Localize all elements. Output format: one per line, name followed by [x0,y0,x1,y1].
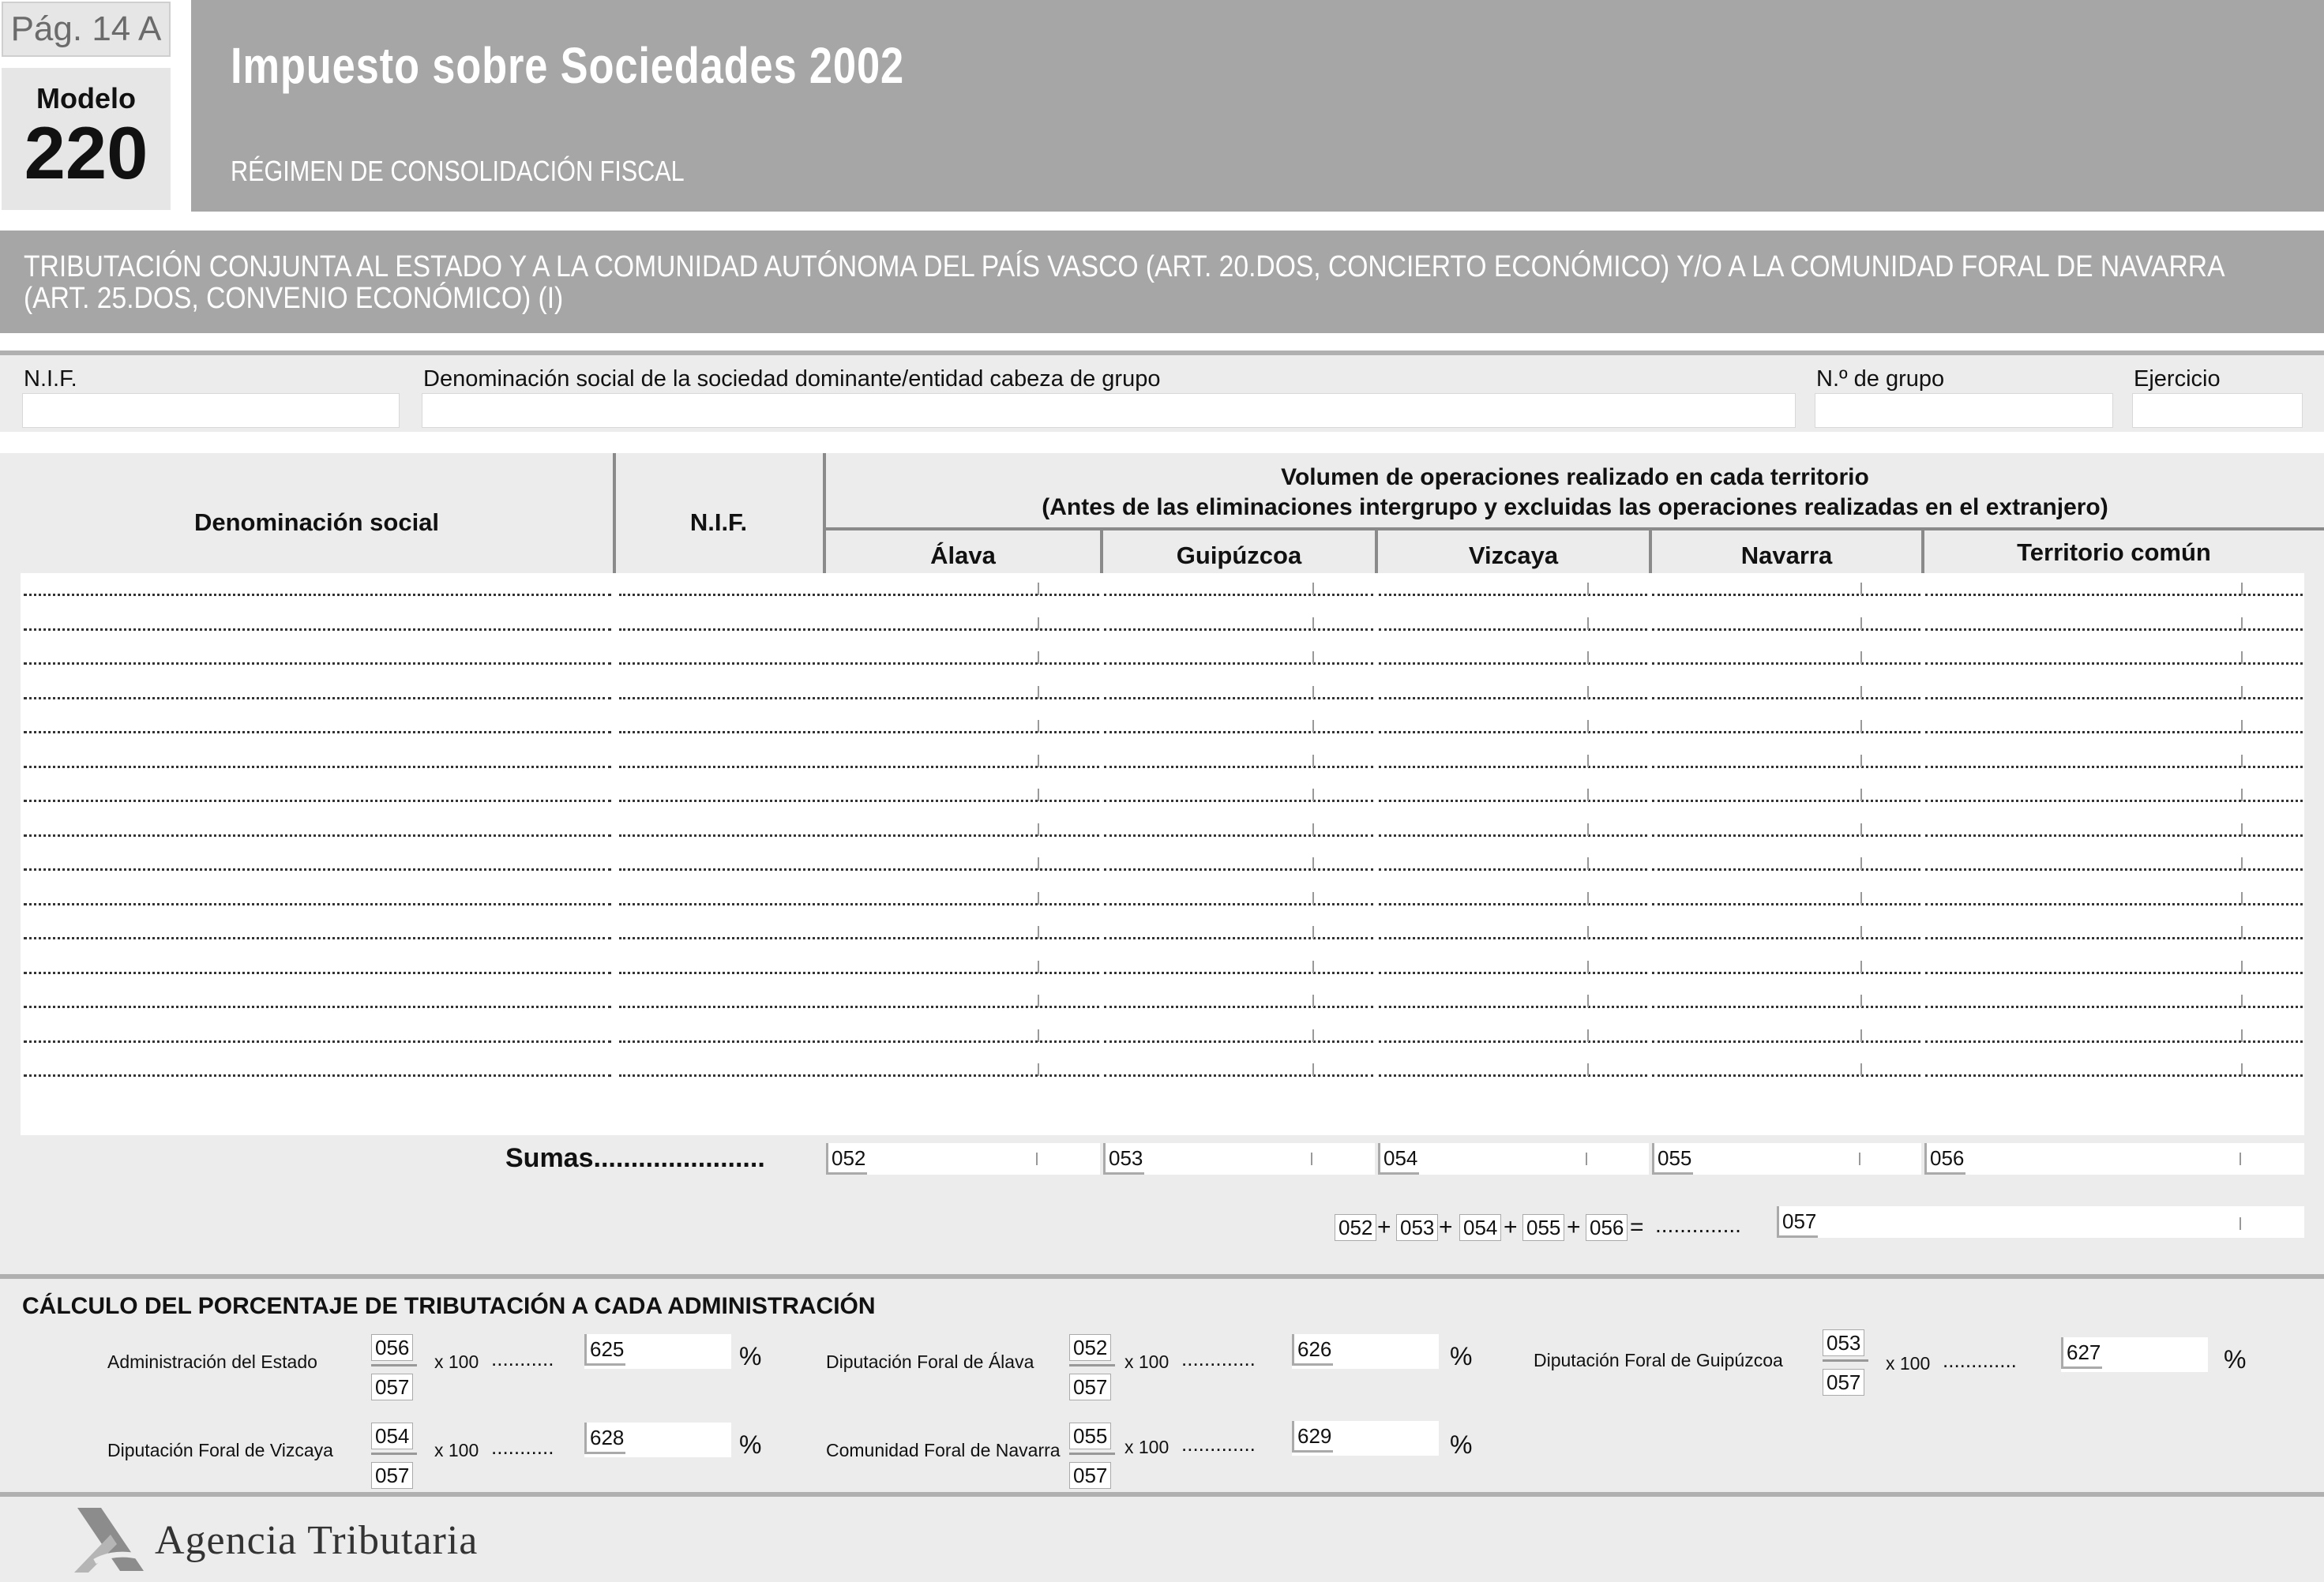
tick [1860,789,1862,801]
entry-row-line[interactable] [826,903,1099,905]
tick [1860,583,1862,595]
tick [1860,961,1862,973]
den-code-057: 057 [371,1374,413,1400]
entry-row-line[interactable] [1652,594,1920,596]
entry-row-line[interactable] [24,697,611,699]
tick [2241,755,2243,767]
calc-label-navarra: Comunidad Foral de Navarra [826,1440,1061,1460]
entry-row-line[interactable] [1925,1006,2303,1008]
calc-section [0,1274,2324,1492]
entry-row-line[interactable] [826,731,1099,733]
entry-row-line[interactable] [826,1006,1099,1008]
grupo-label: N.º de grupo [1816,366,1945,392]
calc-label-estado: Administración del Estado [107,1351,317,1372]
grupo-field[interactable] [1815,393,2113,428]
entry-row-line[interactable] [24,594,611,596]
entry-row-line[interactable] [1652,834,1920,837]
tick [1860,651,1862,664]
ejercicio-label: Ejercicio [2134,366,2221,392]
tick [1311,1153,1312,1165]
entry-row-line[interactable] [1925,834,2303,837]
entry-row-line[interactable] [1379,1006,1647,1008]
ejercicio-field[interactable] [2132,393,2303,428]
tick [2241,789,2243,801]
tick [1587,926,1589,939]
total-dots: .............. [1655,1213,1741,1237]
plus-sign: + [1377,1214,1391,1240]
entry-row-line[interactable] [24,731,611,733]
result-code-628: 628 [584,1423,625,1454]
entry-row-line[interactable] [24,766,611,768]
entry-row-line[interactable] [619,937,824,939]
percent-sign: % [1450,1430,1473,1459]
entry-row-line[interactable] [826,594,1099,596]
tick [2241,892,2243,905]
tick [1587,961,1589,973]
entry-row-line[interactable] [619,697,824,699]
result-code-625: 625 [584,1334,625,1366]
tick [1587,823,1589,836]
tick [2241,823,2243,836]
tick [1312,617,1314,630]
entry-row-line[interactable] [1104,800,1373,802]
entry-row-line[interactable] [619,662,824,665]
tick [1312,755,1314,767]
entry-row-line[interactable] [619,972,824,974]
entry-row-line[interactable] [1652,800,1920,802]
entry-row-line[interactable] [1925,972,2303,974]
tick [1860,617,1862,630]
form-subtitle: RÉGIMEN DE CONSOLIDACIÓN FISCAL [231,155,685,187]
sum-field-alava[interactable] [826,1143,1100,1175]
entry-row-line[interactable] [826,937,1099,939]
plus-sign: + [1504,1214,1518,1240]
fraction-line [1823,1359,1868,1362]
modelo-box [2,68,171,210]
den-code-057: 057 [1823,1369,1864,1396]
tick [2241,1063,2243,1076]
total-code-057: 057 [1777,1206,1818,1238]
formula-code-054: 054 [1459,1214,1501,1241]
tick [2240,1153,2241,1165]
tick [1312,583,1314,595]
formula-code-053: 053 [1396,1214,1438,1241]
tributacion-band [0,231,2324,333]
tick [1860,686,1862,699]
num-code-055: 055 [1069,1423,1111,1449]
entry-row-line[interactable] [1652,731,1920,733]
territory-header-vizcaya: Vizcaya [1468,542,1559,569]
tick [2241,651,2243,664]
dots: ............. [1181,1432,1256,1456]
entry-row-line[interactable] [24,972,611,974]
tick [1587,651,1589,664]
nif-label: N.I.F. [24,366,77,392]
title-band [191,0,2324,212]
entry-row-line[interactable] [1379,868,1647,871]
plus-sign: + [1567,1214,1581,1240]
entry-row-line[interactable] [1379,628,1647,631]
entry-row-line[interactable] [24,834,611,837]
entry-row-line[interactable] [826,868,1099,871]
entry-row-line[interactable] [1104,1006,1373,1008]
entry-row-line[interactable] [1104,937,1373,939]
tributacion-text: TRIBUTACIÓN CONJUNTA AL ESTADO Y A LA COMUNIDAD AUTÓNOMA DEL PAÍS VASCO (ART. 20.DOS, CONCIERTO ECONÓMICO) Y/O A LA COMUNIDAD FORAL DE NAVARRA (ART. 25.DOS, CONVENIO ECONÓMICO) (I) [24,250,2224,315]
entry-row-line[interactable] [24,662,611,665]
tick [1038,651,1039,664]
tick [2241,857,2243,870]
formula-code-055: 055 [1522,1214,1564,1241]
entry-row-line[interactable] [1652,697,1920,699]
percent-sign: % [739,1430,762,1459]
entry-row-line[interactable] [826,972,1099,974]
entry-row-line[interactable] [619,1040,824,1043]
entry-row-line[interactable] [1925,594,2303,596]
entry-row-line[interactable] [619,1006,824,1008]
entry-row-line[interactable] [1925,800,2303,802]
footer [0,1492,2324,1582]
entry-row-line[interactable] [1379,1074,1647,1077]
tick [1860,1063,1862,1076]
entry-row-line[interactable] [1379,662,1647,665]
entry-row-line[interactable] [619,868,824,871]
tick [1038,583,1039,595]
tick [1860,755,1862,767]
entry-row-line[interactable] [1379,937,1647,939]
fraction-line [371,1364,417,1366]
calc-label-vizcaya: Diputación Foral de Vizcaya [107,1440,333,1460]
calc-label-alava: Diputación Foral de Álava [826,1351,1034,1372]
entry-row-line[interactable] [1925,766,2303,768]
sum-code-055: 055 [1652,1143,1693,1175]
x100-label: x 100 [434,1351,479,1372]
tick [1587,755,1589,767]
entry-row-line[interactable] [1925,937,2303,939]
formula-code-052: 052 [1335,1214,1376,1241]
entry-row-line[interactable] [826,800,1099,802]
tick [1038,823,1039,836]
fraction-line [371,1453,417,1455]
tick [1312,823,1314,836]
entry-row-line[interactable] [24,800,611,802]
tick [1038,995,1039,1007]
entry-row-line[interactable] [1652,1074,1920,1077]
entry-row-line[interactable] [1652,903,1920,905]
tick [1859,1153,1860,1165]
entry-row-line[interactable] [826,628,1099,631]
entry-row-line[interactable] [1652,1006,1920,1008]
entry-row-line[interactable] [24,868,611,871]
entry-row-line[interactable] [1925,1074,2303,1077]
calc-label-guipuzcoa: Diputación Foral de Guipúzcoa [1534,1350,1783,1370]
tick [1036,1153,1038,1165]
entry-row-line[interactable] [619,800,824,802]
num-code-054: 054 [371,1423,413,1449]
entry-row-line[interactable] [24,628,611,631]
tick [1312,892,1314,905]
entry-row-line[interactable] [24,1040,611,1043]
percent-sign: % [2224,1345,2247,1374]
tick [2241,961,2243,973]
fraction-line [1069,1364,1115,1366]
tick [1312,686,1314,699]
entry-row-line[interactable] [619,766,824,768]
percent-sign: % [739,1342,762,1370]
entry-row-line[interactable] [1925,903,2303,905]
dots: ........... [491,1435,554,1459]
entry-row-line[interactable] [1104,766,1373,768]
tick [1587,1063,1589,1076]
entry-row-line[interactable] [1925,628,2303,631]
entry-row-line[interactable] [24,903,611,905]
tick [1587,686,1589,699]
tick [1038,720,1039,733]
tick [1312,857,1314,870]
operations-table [0,453,2324,1274]
dots: ........... [491,1347,554,1370]
result-code-627: 627 [2061,1337,2102,1369]
tick [1038,1029,1039,1042]
entry-row-line[interactable] [1104,628,1373,631]
entry-row-line[interactable] [1652,662,1920,665]
sum-code-053: 053 [1103,1143,1144,1175]
agencia-tributaria-logo-icon [71,1506,150,1577]
tick [1312,789,1314,801]
sum-field-comun[interactable] [1924,1143,2304,1175]
tick [1312,720,1314,733]
fraction-line [1069,1453,1115,1455]
entry-row-line[interactable] [826,662,1099,665]
entry-row-line[interactable] [1925,662,2303,665]
entry-row-line[interactable] [1652,868,1920,871]
tick [1587,857,1589,870]
tick [2241,995,2243,1007]
entry-row-line[interactable] [619,834,824,837]
tick [1860,1029,1862,1042]
tick [1312,1029,1314,1042]
entry-row-line[interactable] [1925,868,2303,871]
nif-field[interactable] [22,393,400,428]
entry-row-line[interactable] [1104,972,1373,974]
entry-row-line[interactable] [1652,1040,1920,1043]
num-code-056: 056 [371,1334,413,1361]
tick [1312,995,1314,1007]
equals-sign: = [1630,1214,1644,1240]
tick [1587,789,1589,801]
rows-area[interactable] [21,573,2304,1135]
identification-section [0,351,2324,432]
sum-code-054: 054 [1378,1143,1419,1175]
entry-row-line[interactable] [1652,937,1920,939]
tick [1312,651,1314,664]
entry-row-line[interactable] [24,1074,611,1077]
x100-label: x 100 [1124,1437,1170,1457]
tick [1587,892,1589,905]
tick [1038,926,1039,939]
volumen-header-line2: (Antes de las eliminaciones intergrupo y excluidas las operaciones realizadas en el extranjero) [1042,494,2108,520]
sum-code-056: 056 [1924,1143,1965,1175]
total-field[interactable] [1777,1206,2304,1238]
tick [1587,583,1589,595]
calc-title: CÁLCULO DEL PORCENTAJE DE TRIBUTACIÓN A CADA ADMINISTRACIÓN [22,1293,876,1319]
tick [1312,961,1314,973]
tick [1587,617,1589,630]
entry-row-line[interactable] [1652,972,1920,974]
tick [1860,892,1862,905]
den-code-057: 057 [1069,1374,1111,1400]
result-code-626: 626 [1292,1334,1333,1366]
entry-row-line[interactable] [826,1040,1099,1043]
column-header-denominacion: Denominación social [193,508,440,536]
entry-row-line[interactable] [619,1074,824,1077]
entry-row-line[interactable] [1379,594,1647,596]
result-code-629: 629 [1292,1421,1333,1453]
modelo-number: 220 [24,111,148,194]
modelo-label: Modelo [36,82,136,114]
entry-row-line[interactable] [1104,731,1373,733]
tick [2241,617,2243,630]
entry-row-line[interactable] [1379,766,1647,768]
dots: ............. [1943,1348,2017,1372]
entry-row-line[interactable] [1104,697,1373,699]
entry-row-line[interactable] [1104,903,1373,905]
tick [1038,755,1039,767]
entry-row-line[interactable] [1379,834,1647,837]
agency-name: Agencia Tributaria [155,1518,479,1563]
tick [1860,857,1862,870]
den-code-057: 057 [371,1462,413,1489]
form-title: Impuesto sobre Sociedades 2002 [231,37,904,94]
num-code-052: 052 [1069,1334,1111,1361]
territory-header-guipuzcoa: Guipúzcoa [1176,542,1302,569]
entry-row-line[interactable] [1925,697,2303,699]
formula-code-056: 056 [1586,1214,1628,1241]
x100-label: x 100 [434,1440,479,1460]
x100-label: x 100 [1886,1353,1931,1374]
entry-row-line[interactable] [826,697,1099,699]
percent-sign: % [1450,1342,1473,1370]
tick [1860,995,1862,1007]
entry-row-line[interactable] [1379,697,1647,699]
entry-row-line[interactable] [1104,662,1373,665]
entry-row-line[interactable] [826,766,1099,768]
tick [2241,720,2243,733]
den-code-057: 057 [1069,1462,1111,1489]
entry-row-line[interactable] [1104,834,1373,837]
tick [1312,926,1314,939]
tick [2241,926,2243,939]
tick [2241,1029,2243,1042]
entry-row-line[interactable] [1379,731,1647,733]
entry-row-line[interactable] [1379,903,1647,905]
entry-row-line[interactable] [619,628,824,631]
entry-row-line[interactable] [1379,1040,1647,1043]
tick [1587,720,1589,733]
tick [1587,1029,1589,1042]
dots: ............. [1181,1347,1256,1370]
entry-row-line[interactable] [1925,1040,2303,1043]
entry-row-line[interactable] [1379,972,1647,974]
tick [1038,892,1039,905]
tick [2241,686,2243,699]
tick [1860,720,1862,733]
entry-row-line[interactable] [1104,868,1373,871]
entry-row-line[interactable] [826,1074,1099,1077]
num-code-053: 053 [1823,1329,1864,1356]
tick [1038,857,1039,870]
tick [1038,961,1039,973]
tick [2240,1217,2241,1230]
territory-header-comun: Territorio común [2017,538,2211,566]
tick [1038,686,1039,699]
entry-row-line[interactable] [1379,800,1647,802]
sum-code-052: 052 [826,1143,867,1175]
x100-label: x 100 [1124,1351,1170,1372]
volumen-header-line1: Volumen de operaciones realizado en cada territorio [1281,464,1869,490]
tick [1587,995,1589,1007]
plus-sign: + [1439,1214,1453,1240]
tick [1860,823,1862,836]
entry-row-line[interactable] [826,834,1099,837]
entry-row-line[interactable] [24,1006,611,1008]
entry-row-line[interactable] [1104,1074,1373,1077]
entry-row-line[interactable] [619,731,824,733]
territory-header-alava: Álava [930,542,996,569]
entry-row-line[interactable] [1925,731,2303,733]
territory-header-navarra: Navarra [1740,542,1833,569]
entry-row-line[interactable] [1104,594,1373,596]
denominacion-field[interactable] [422,393,1796,428]
entry-row-line[interactable] [619,594,824,596]
tick [1586,1153,1587,1165]
entry-row-line[interactable] [24,937,611,939]
tick [2241,583,2243,595]
entry-row-line[interactable] [619,903,824,905]
column-header-nif: N.I.F. [689,508,748,536]
entry-row-line[interactable] [1104,1040,1373,1043]
tick [1312,1063,1314,1076]
volumen-divider [826,527,2324,530]
entry-row-line[interactable] [1652,766,1920,768]
tick [1038,1063,1039,1076]
page-number: Pág. 14 A [2,2,171,57]
entry-row-line[interactable] [1652,628,1920,631]
tick [1038,617,1039,630]
tick [1038,789,1039,801]
sumas-label: Sumas....................... [505,1143,765,1173]
denominacion-label: Denominación social de la sociedad dominante/entidad cabeza de grupo [423,366,1161,392]
tick [1860,926,1862,939]
